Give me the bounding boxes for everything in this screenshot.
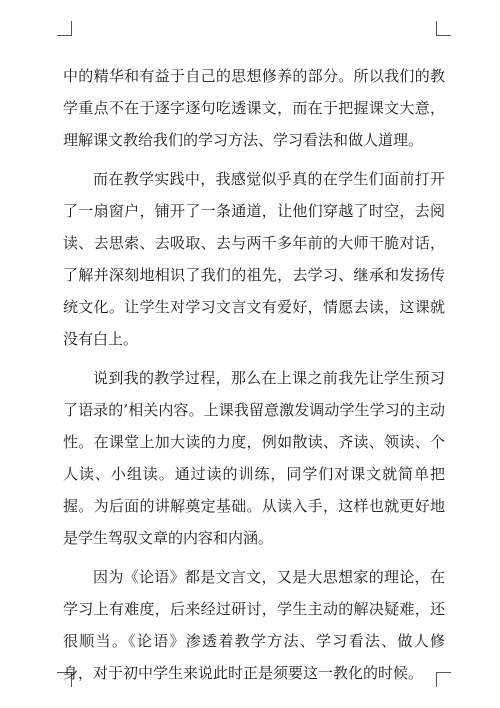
paragraph-4: 因为《论语》都是文言文，又是大思想家的理论，在学习上有难度，后来经过研讨，学生主动的解决疑难，还很顺当。《论语》渗透着教学方法、学习看法、做人修身，对于初中学生来说此时正是须要这一教化的时候。 [63,568,445,682]
crop-mark-top-right [436,21,451,36]
paragraph-2: 而在教学实践中，我感觉似乎真的在学生们面前打开了一扇窗户，铺开了一条通道，让他们穿越了时空，去阅读、去思索、去吸取、去与两千多年前的大师干脆对话，了解并深刻地相识了我们的祖先，去学习、继承和发扬传统文化。让学生对学习文言文有爱好，情愿去读，这课就没有白上。 [63,170,445,348]
paragraph-3: 说到我的教学过程，那么在上课之前我先让学生预习了语录的’相关内容。上课我留意激发调动学生学习的主动性。在课堂上加大读的力度，例如散读、齐读、领读、个人读、小组读。通过读的训练，同学们对课文就简单把握。为后面的讲解奠定基础。从读入手，这样也就更好地是学生驾驭文章的内容和内涵。 [63,369,445,547]
document-body [63,60,445,696]
crop-mark-top-left [57,21,72,36]
paragraph-1: 中的精华和有益于自己的思想修养的部分。所以我们的教学重点不在于逐字逐句吃透课文，而在于把握课文大意，理解课文教给我们的学习方法、学习看法和做人道理。 [63,67,445,149]
